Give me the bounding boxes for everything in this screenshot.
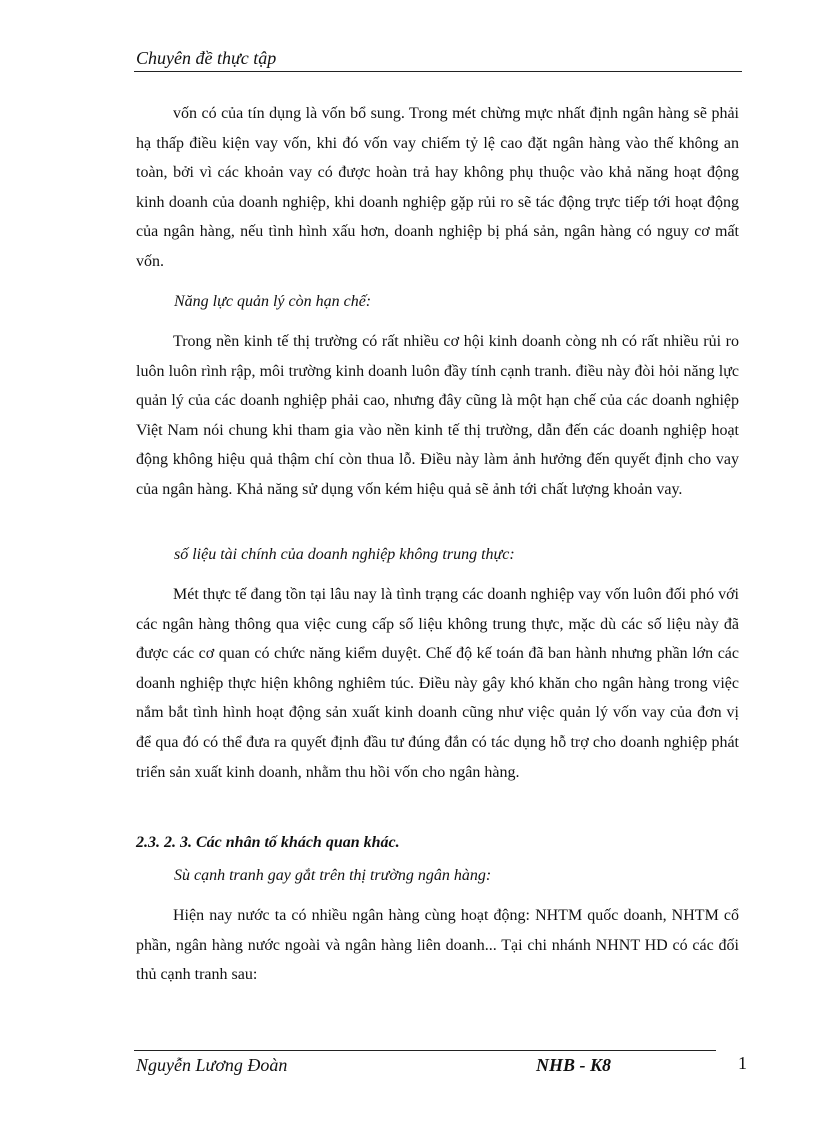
subheading-2: số liệu tài chính của doanh nghiệp không trung thực:	[174, 546, 515, 563]
page-number: 1	[738, 1053, 747, 1073]
header-rule	[134, 71, 742, 72]
footer-class: NHB - K8	[536, 1055, 612, 1075]
paragraph-4: Hiện nay nước ta có nhiều ngân hàng cùng hoạt động: NHTM quốc doanh, NHTM cổ phần, ngân hàng nước ngoài và ngân hàng liên doanh... Tại chi nhánh NHNT HD có các đối thủ cạnh tranh sau:	[136, 907, 739, 984]
paragraph-2: Trong nền kinh tế thị trường có rất nhiều cơ hội kinh doanh còng nh có rất nhiều rủi ro luôn luôn rình rập, môi trường kinh doanh luôn đầy tính cạnh tranh. điều này đòi hỏi năng lực quản lý của các doanh nghiệp phải cao, nhưng đây cũng là một hạn chế của các doanh nghiệp Việt Nam nói chung khi tham gia vào nền kinh tế thị trường, dẫn đến các doanh nghiệp hoạt động không hiệu quả thậm chí còn thua lỗ. Điều này làm ảnh hưởng đến quyết định cho vay của ngân hàng. Khả năng sử dụng vốn kém hiệu quả sẽ ảnh tới chất lượng khoản vay.	[136, 333, 739, 498]
paragraph-1: vốn có của tín dụng là vốn bổ sung. Trong mét chừng mực nhất định ngân hàng sẽ phải hạ thấp điều kiện vay vốn, khi đó vốn vay chiếm tỷ lệ cao đặt ngân hàng vào thế không an toàn, bởi vì các khoản vay có được hoàn trả hay không phụ thuộc vào khả năng hoạt động kinh doanh của doanh nghiệp, khi doanh nghiệp gặp rủi ro sẽ tác động trực tiếp tới hoạt động của ngân hàng, nếu tình hình xấu hơn, doanh nghiệp bị phá sản, ngân hàng có nguy cơ mất vốn.	[136, 105, 739, 270]
footer-author: Nguyễn Lương Đoàn	[136, 1055, 288, 1075]
paragraph-3: Mét thực tế đang tồn tại lâu nay là tình trạng các doanh nghiệp vay vốn luôn đối phó với các ngân hàng thông qua việc cung cấp số liệu không trung thực, mặc dù các số liệu này đã được các cơ quan có chức năng kiểm duyệt. Chế độ kế toán đã ban hành nhưng phần lớn các doanh nghiệp thực hiện không nghiêm túc. Điều này gây khó khăn cho ngân hàng trong việc nắm bắt tình hình hoạt động sản xuất kinh doanh cũng như việc quản lý vốn vay của đơn vị để qua đó có thể đưa ra quyết định đầu tư đúng đắn có tác dụng hỗ trợ cho doanh nghiệp phát triển sản xuất kinh doanh, nhằm thu hồi vốn cho ngân hàng.	[136, 586, 739, 781]
header-title: Chuyên đề thực tập	[136, 48, 277, 68]
section-heading: 2.3. 2. 3. Các nhân tố khách quan khác.	[136, 834, 400, 851]
footer-rule	[134, 1050, 716, 1051]
subheading-3: Sù cạnh tranh gay gắt trên thị trường ngân hàng:	[174, 867, 492, 884]
subheading-1: Năng lực quản lý còn hạn chế:	[174, 293, 372, 310]
